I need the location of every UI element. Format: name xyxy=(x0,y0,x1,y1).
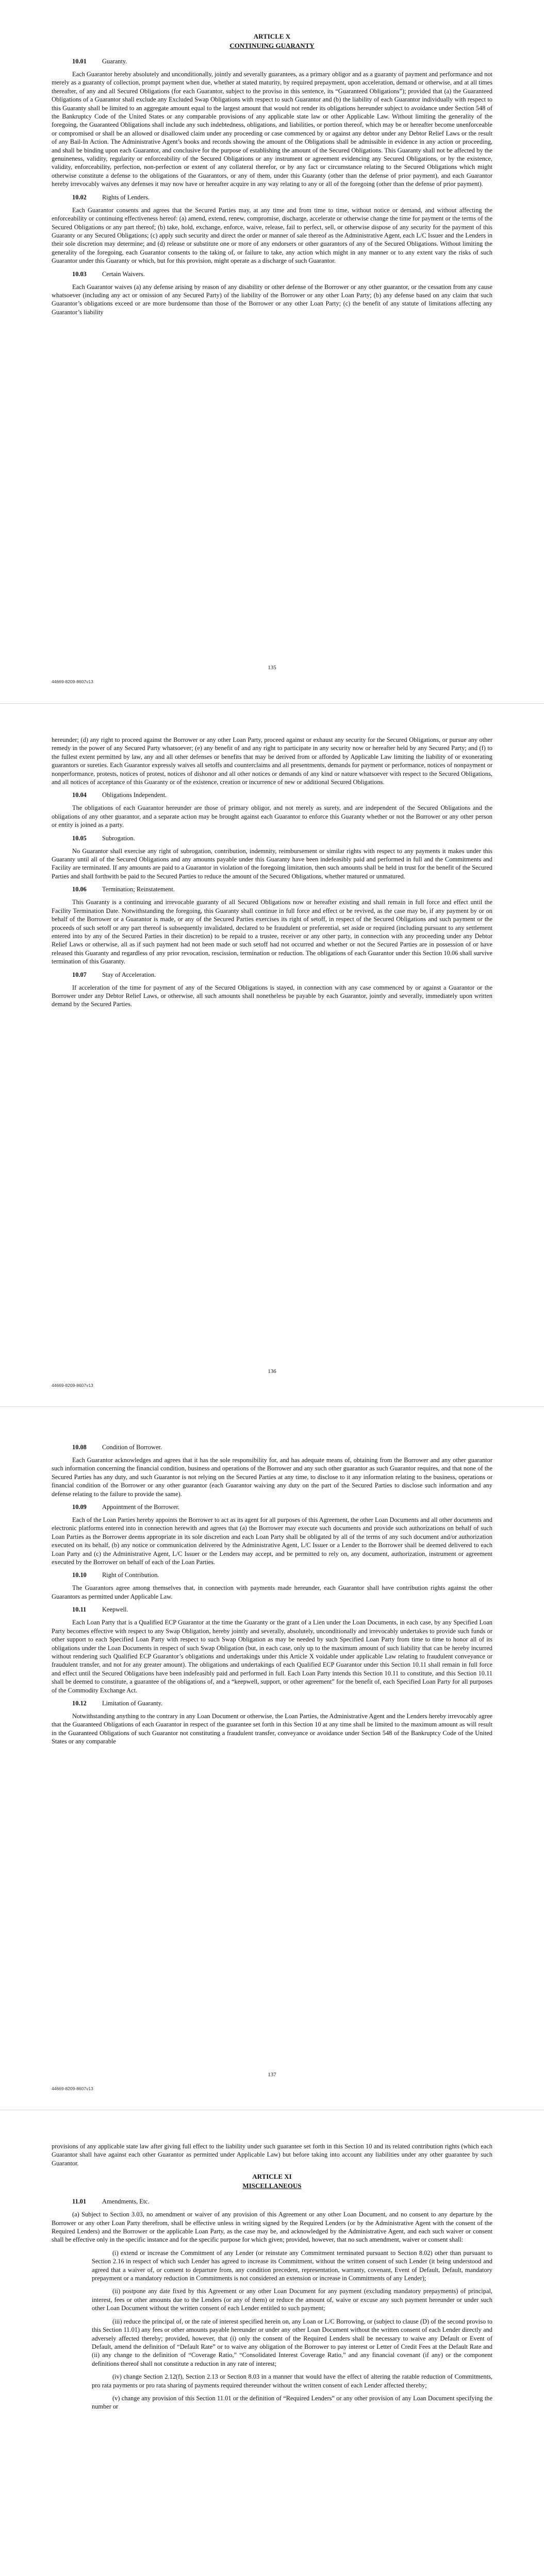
paragraph-continued: provisions of any applicable state law after giving full effect to the liability under such guarantee set forth in this Section 10 and its related contribution rights (which each Guarantor shall have against each other Guarantor as permitted under Applicable Law) but before taking into account any liabilities under any other guarantee by such Guarantor. xyxy=(52,2143,492,2167)
page xyxy=(0,1406,544,2110)
clause-paragraph: (a) Subject to Section 3.03, no amendment or waiver of any provision of this Agreement or any other Loan Document, and no consent to any departure by the Borrower or any other Loan Party therefrom, shall be effective unless in writing signed by the Required Lenders (or by the Administrative Agent with the consent of the Required Lenders) and the Borrower or the applicable Loan Party, as the case may be, and acknowledged by the Administrative Agent, and each such waiver or consent shall be effective only in the specific instance and for the specific purpose for which given; provided, however, that no such amendment, waiver or consent shall: xyxy=(52,2211,492,2244)
document-id: 44669-8209-8607v13 xyxy=(52,679,93,684)
subclause-paragraph: (iv) change Section 2.12(f), Section 2.13 or Section 8.03 in a manner that would have the effect of altering the ratable reduction of Commitments, pro rata payments or pro rata sharing of payments required thereunder without the written consent of each Lender affected thereby; xyxy=(92,2373,492,2389)
section-number: 10.01 xyxy=(72,58,87,65)
section-title: Subrogation. xyxy=(102,834,135,842)
paragraph: This Guaranty is a continuing and irrevocable guaranty of all Secured Obligations now or hereafter existing and shall remain in full force and effect until the Facility Termination Date. Notwithstanding the foregoing, this Guaranty shall continue in full force and effect or be revived, as the case may be, if any payment by or on behalf of the Borrower or a Guarantor is made, or any of the Secured Parties exercises its right of setoff, in respect of the Secured Obligations and such payment or the proceeds of such setoff or any part thereof is subsequently invalidated, declared to be fraudulent or preferential, set aside or required (including pursuant to any settlement entered into by any of the Secured Parties in their discretion) to be repaid to a trustee, receiver or any other party, in connection with any proceeding under any Debtor Relief Laws or otherwise, all as if such payment had not been made or such setoff had not occurred and whether or not the Secured Parties are in possession of or have released this Guaranty and regardless of any prior revocation, rescission, termination or reduction. The obligations of each Guarantor under this Section 10.06 shall survive termination of this Guaranty. xyxy=(52,899,492,965)
section-number: 10.11 xyxy=(72,1606,87,1614)
paragraph: The obligations of each Guarantor hereunder are those of primary obligor, and not merely as surety, and are independent of the Secured Obligations and the obligations of any other guarantor, and a separate action may be brought against each Guarantor to enforce this Guaranty whether or not the Borrower or any other person or entity is joined as a party. xyxy=(52,804,492,829)
paragraph: Each of the Loan Parties hereby appoints the Borrower to act as its agent for all purposes of this Agreement, the other Loan Documents and all other documents and electronic platforms entered into in connection herewith and agrees that (a) the Borrower may execute such documents and provide such authorizations on behalf of such Loan Parties as the Borrower deems appropriate in its sole discretion and each Loan Party shall be obligated by all of the terms of any such document and/or authorization executed on its behalf, (b) any notice or communication delivered by the Administrative Agent, L/C Issuer or a Lender to the Borrower shall be deemed delivered to each Loan Party and (c) the Administrative Agent, L/C Issuer or the Lenders may accept, and be permitted to rely on, any document, authorization, instrument or agreement executed by the Borrower on behalf of each of the Loan Parties. xyxy=(52,1516,492,1566)
section-number: 10.04 xyxy=(72,791,87,799)
section-heading xyxy=(72,971,492,979)
section-heading xyxy=(72,1699,492,1708)
section-title: Amendments, Etc. xyxy=(102,2198,150,2206)
section-heading xyxy=(72,57,492,66)
section-title: Rights of Lenders. xyxy=(102,193,150,201)
article-heading: ARTICLE XI xyxy=(252,2173,292,2181)
article-title: CONTINUING GUARANTY xyxy=(229,42,315,49)
subclause-paragraph: (v) change any provision of this Section 11.01 or the definition of “Required Lenders” or any other provision of any Loan Document specifying the number or xyxy=(92,2394,492,2411)
paragraph-continued: hereunder; (d) any right to proceed against the Borrower or any other Loan Party, proceed against or exhaust any security for the Secured Obligations, or pursue any other remedy in the power of any Secured Party whatsoever; (e) any benefit of and any right to participate in any security now or hereafter held by any Secured Party; and (f) to the fullest extent permitted by law, any and all other defenses or benefits that may be derived from or afforded by Applicable Law limiting the liability of or exonerating guarantors or sureties. Each Guarantor expressly waives all setoffs and counterclaims and all presentments, demands for payment or performance, notices of nonpayment or nonperformance, protests, notices of protest, notices of dishonor and all other notices or demands of any kind or nature whatsoever with respect to the Secured Obligations, and all notices of acceptance of this Guaranty or of the existence, creation or incurrence of new or additional Secured Obligations. xyxy=(52,736,492,786)
subclause-paragraph: (i) extend or increase the Commitment of any Lender (or reinstate any Commitment terminated pursuant to Section 8.02) other than pursuant to Section 2.16 in respect of which such Lender has agreed to increase its Commitment, without the written consent of such Lender (it being understood and agreed that a waiver of, or consent to departure from, any condition precedent, representation, warranty, covenant, Event of Default, Default, mandatory prepayment or a mandatory reduction in Commitments is not considered an extension or increase in Commitments of any Lender); xyxy=(92,2249,492,2282)
section-title: Keepwell. xyxy=(102,1606,128,1614)
paragraph: Each Loan Party that is a Qualified ECP Guarantor at the time the Guaranty or the grant of a Lien under the Loan Documents, in each case, by any Specified Loan Party becomes effective with respect to any Swap Obligation, hereby jointly and severally, absolutely, unconditionally and irrevocably undertakes to provide such funds or other support to each Specified Loan Party with respect to such Swap Obligation as may be needed by such Specified Loan Party from time to time to honor all of its obligations under the Loan Documents in respect of such Swap Obligation (but, in each case, only up to the maximum amount of such liability that can be hereby incurred without rendering such Qualified ECP Guarantor’s obligations and undertakings under this Article X voidable under applicable Law relating to fraudulent conveyance or fraudulent transfer, and not for any greater amount). The obligations and undertakings of each Qualified ECP Guarantor under this Section 10.11 shall remain in full force and effect until the Secured Obligations have been indefeasibly paid and performed in full. Each Loan Party intends this Section 10.11 to constitute, and this Section 10.11 shall be deemed to constitute, a guarantee of the obligations of, and a “keepwell, support, or other agreement” for the benefit of, each Specified Loan Party for all purposes of the Commodity Exchange Act. xyxy=(52,1619,492,1694)
document-id: 44669-8209-8607v13 xyxy=(52,1383,93,1388)
section-heading xyxy=(72,193,492,202)
section-number: 10.06 xyxy=(72,886,87,893)
section-heading xyxy=(72,2197,492,2206)
section-title: Stay of Acceleration. xyxy=(102,971,156,978)
section-heading xyxy=(72,1443,492,1452)
paragraph: The Guarantors agree among themselves that, in connection with payments made hereunder, each Guarantor shall have contribution rights against the other Guarantors as permitted under Applicable Law. xyxy=(52,1584,492,1600)
page xyxy=(0,0,544,703)
section-heading xyxy=(72,1571,492,1580)
section-title: Appointment of the Borrower. xyxy=(102,1503,180,1511)
paragraph: Notwithstanding anything to the contrary in any Loan Document or otherwise, the Loan Parties, the Administrative Agent and the Lenders hereby irrevocably agree that the Guaranteed Obligations of each Guarantor in respect of the guarantee set forth in this Section 10 at any time shall be limited to the maximum amount as will result in the Guaranteed Obligations of such Guarantor not constituting a fraudulent transfer, conveyance or avoidance under Section 548 of the Bankruptcy Code of the United States or any comparable xyxy=(52,1712,492,1745)
paragraph: No Guarantor shall exercise any right of subrogation, contribution, indemnity, reimbursement or similar rights with respect to any payments it makes under this Guaranty until all of the Secured Obligations and any amounts payable under this Guaranty have been indefeasibly paid and performed in full and the Commitments and Facility are terminated. If any amounts are paid to a Guarantor in violation of the foregoing limitation, then such amounts shall be held in trust for the benefit of the Secured Parties and shall forthwith be paid to the Secured Parties to reduce the amount of the Secured Obligations, whether matured or unmatured. xyxy=(52,847,492,880)
page xyxy=(0,703,544,1406)
page-number: 137 xyxy=(268,2072,276,2078)
section-heading xyxy=(72,791,492,800)
section-heading xyxy=(72,270,492,279)
section-number: 10.10 xyxy=(72,1571,87,1579)
subclause-paragraph: (ii) postpone any date fixed by this Agreement or any other Loan Document for any payment (excluding mandatory prepayments) of principal, interest, fees or other amounts due to the Lenders (or any of them) or reduce the amount of, waive or excuse any such payment hereunder or under such other Loan Document without the written consent of each Lender entitled to such payment; xyxy=(92,2287,492,2312)
paragraph: Each Guarantor waives (a) any defense arising by reason of any disability or other defense of the Borrower or any other guarantor, or the cessation from any cause whatsoever (including any act or omission of any Secured Party) of the liability of the Borrower or any other Loan Party; (b) any defense based on any claim that such Guarantor’s obligations exceed or are more burdensome than those of the Borrower or any other Loan Party; (c) the benefit of any statute of limitations affecting any Guarantor’s liability xyxy=(52,283,492,316)
section-heading xyxy=(72,1503,492,1512)
paragraph: Each Guarantor acknowledges and agrees that it has the sole responsibility for, and has adequate means of, obtaining from the Borrower and any other guarantor such information concerning the financial condition, business and operations of the Borrower and any such other guarantor as such Guarantor requires, and that none of the Secured Parties has any duty, and such Guarantor is not relying on the Secured Parties at any time, to disclose to it any information relating to the business, operations or financial condition of the Borrower or any other guarantor (each Guarantor waiving any duty on the part of the Secured Parties to disclose such information and any defense relating to the failure to provide the same). xyxy=(52,1456,492,1498)
paragraph: Each Guarantor hereby absolutely and unconditionally, jointly and severally guarantees, as a primary obligor and as a guaranty of payment and performance and not merely as a guaranty of collection, prompt payment when due, whether at stated maturity, by required prepayment, upon acceleration, demand or otherwise, and at all times thereafter, of any and all Secured Obligations (for each Guarantor, subject to the proviso in this sentence, its “Guaranteed Obligations”); provided that (a) the Guaranteed Obligations of a Guarantor shall exclude any Excluded Swap Obligations with respect to such Guarantor and (b) the liability of each Guarantor individually with respect to this Guaranty shall be limited to an aggregate amount equal to the largest amount that would not render its obligations hereunder subject to avoidance under Section 548 of the Bankruptcy Code of the United States or any comparable provisions of any applicable state law or other Applicable Law. Without limiting the generality of the foregoing, the Guaranteed Obligations shall include any such indebtedness, obligations, and liabilities, or portion thereof, which may be or hereafter become unenforceable or compromised or shall be an allowed or disallowed claim under any proceeding or case commenced by or against any debtor under any Debtor Relief Laws or the result of any Bail-In Action. The Administrative Agent’s books and records showing the amount of the Obligations shall be admissible in evidence in any action or proceeding, and shall be binding upon each Guarantor, and conclusive for the purpose of establishing the amount of the Secured Obligations. This Guaranty shall not be affected by the genuineness, validity, regularity or enforceability of the Secured Obligations or any instrument or agreement evidencing any Secured Obligations, or by the existence, validity, enforceability, perfection, non-perfection or extent of any collateral therefor, or by any fact or circumstance relating to the Secured Obligations which might otherwise constitute a defense to the obligations of the Guarantors, or any of them, under this Guaranty (other than the defense of prior payment), and each Guarantor hereby irrevocably waives any defenses it may now have or hereafter acquire in any way relating to any or all of the foregoing (other than the defense of prior payment). xyxy=(52,71,492,188)
section-title: Condition of Borrower. xyxy=(102,1444,162,1451)
section-title: Termination; Reinstatement. xyxy=(102,886,175,893)
section-number: 10.02 xyxy=(72,193,87,201)
page-number: 135 xyxy=(268,665,276,671)
section-heading xyxy=(72,1605,492,1614)
section-title: Guaranty. xyxy=(102,58,127,65)
page xyxy=(0,2110,544,2576)
section-number: 10.05 xyxy=(72,834,87,842)
page-number: 136 xyxy=(268,1368,276,1375)
section-title: Obligations Independent. xyxy=(102,791,167,799)
article-heading: ARTICLE X xyxy=(253,32,291,40)
section-number: 10.07 xyxy=(72,971,87,978)
section-title: Limitation of Guaranty. xyxy=(102,1699,163,1707)
section-heading xyxy=(72,885,492,894)
section-number: 10.12 xyxy=(72,1699,87,1707)
paragraph: Each Guarantor consents and agrees that the Secured Parties may, at any time and from time to time, without notice or demand, and without affecting the enforceability or continuing effectiveness hereof: (a) amend, extend, renew, compromise, discharge, accelerate or otherwise change the time for payment or the terms of the Secured Obligations or any part thereof; (b) take, hold, exchange, enforce, waive, release, fail to perfect, sell, or otherwise dispose of any security for the payment of this Guaranty or any Secured Obligations; (c) apply such security and direct the order or manner of sale thereof as the Administrative Agent, each L/C Issuer and the Lenders in their sole discretion may determine; and (d) release or substitute one or more of any endorsers or other guarantors of any of the Secured Obligations. Without limiting the generality of the foregoing, each Guarantor consents to the taking of, or failure to take, any action which might in any manner or to any extent vary the risks of such Guarantor under this Guaranty or which, but for this provision, might operate as a discharge of such Guarantor. xyxy=(52,206,492,265)
section-number: 11.01 xyxy=(72,2198,87,2206)
section-number: 10.03 xyxy=(72,270,87,278)
section-number: 10.09 xyxy=(72,1503,87,1511)
article-title: MISCELLANEOUS xyxy=(242,2182,302,2190)
paragraph: If acceleration of the time for payment of any of the Secured Obligations is stayed, in connection with any case commenced by or against a Guarantor or the Borrower under any Debtor Relief Laws, or otherwise, all such amounts shall nonetheless be payable by each Guarantor, jointly and severally, immediately upon written demand by the Secured Parties. xyxy=(52,984,492,1008)
section-number: 10.08 xyxy=(72,1444,87,1451)
section-title: Certain Waivers. xyxy=(102,270,145,278)
subclause-paragraph: (iii) reduce the principal of, or the rate of interest specified herein on, any Loan or L/C Borrowing, or (subject to clause (D) of the second proviso to this Section 11.01) any fees or other amounts payable hereunder or under any other Loan Document without the written consent of each Lender directly and adversely affected thereby; provided, however, that (i) only the consent of the Required Lenders shall be necessary to waive any Default or Event of Default, amend the definition of “Default Rate” or to waive any obligation of the Borrower to pay interest or Letter of Credit Fees at the Default Rate and (ii) any change to the definition of “Coverage Ratio,” “Consolidated Interest Coverage Ratio,” and any financial covenant (if any) or the component definitions thereof shall not constitute a reduction in any rate of interest; xyxy=(92,2317,492,2367)
document-id: 44669-8209-8607v13 xyxy=(52,2086,93,2091)
section-heading xyxy=(72,834,492,843)
section-title: Right of Contribution. xyxy=(102,1571,159,1579)
